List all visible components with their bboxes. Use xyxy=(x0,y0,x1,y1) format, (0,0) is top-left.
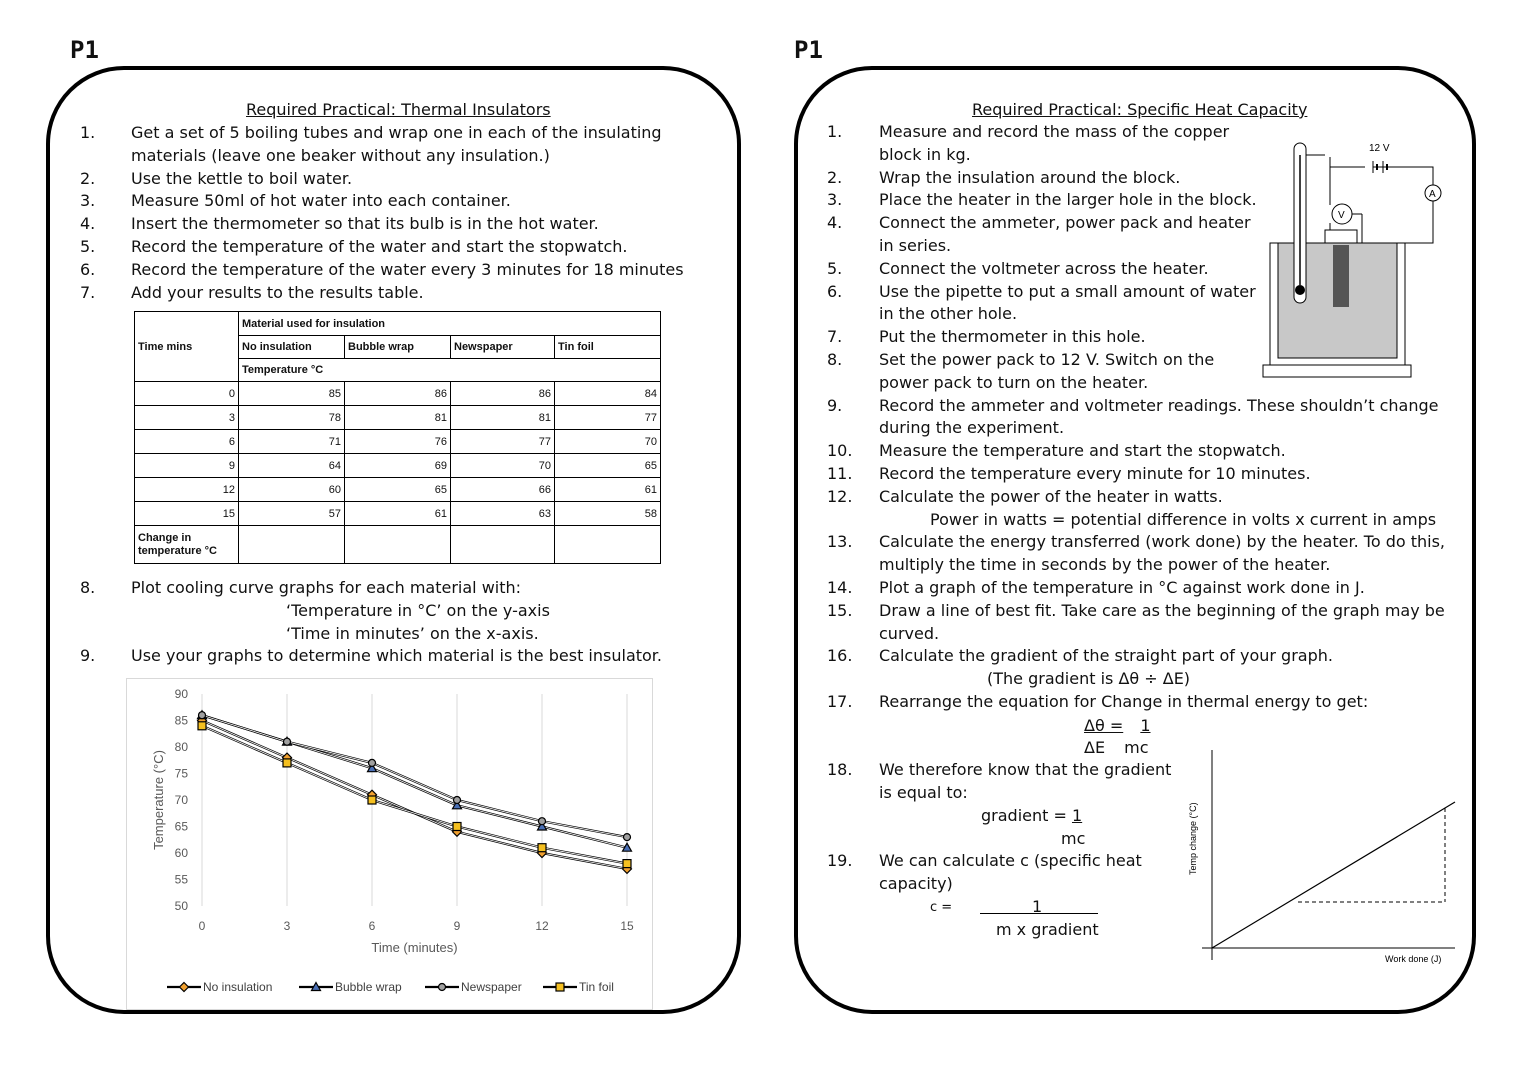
time-cell: 6 xyxy=(135,430,239,454)
step-number: 5. xyxy=(80,237,96,256)
data-point xyxy=(284,738,291,745)
thermometer-bulb xyxy=(1295,285,1305,295)
series-line xyxy=(202,715,627,837)
table-row xyxy=(135,430,661,454)
col-header: Tin foil xyxy=(555,336,661,359)
legend-marker xyxy=(180,983,189,992)
step-text: We therefore know that the gradient xyxy=(879,760,1172,779)
step-text: Connect the voltmeter across the heater. xyxy=(879,258,1209,278)
step-text: during the experiment. xyxy=(879,418,1065,438)
temperature-cell: 63 xyxy=(451,502,555,526)
step-number: 1. xyxy=(80,123,96,142)
time-cell: 9 xyxy=(135,454,239,478)
eq1-denominator xyxy=(1084,738,1149,757)
x-tick-label: 12 xyxy=(535,919,549,933)
eq1-de: ΔE xyxy=(1084,738,1106,757)
temperature-cell: 57 xyxy=(239,502,345,526)
eq1-mc: mc xyxy=(1124,738,1149,757)
eq1-numerator xyxy=(1084,716,1151,735)
table-cell-empty xyxy=(451,526,555,564)
step-number: 19. xyxy=(827,851,853,870)
data-point xyxy=(283,759,291,767)
y-tick-label: 75 xyxy=(174,766,188,781)
step-text: Measure and record the mass of the copper xyxy=(879,122,1230,141)
temperature-header: Temperature °C xyxy=(239,359,661,382)
col-header: Bubble wrap xyxy=(345,336,451,359)
step-text: in the other hole. xyxy=(879,304,1018,324)
step-number: 13. xyxy=(827,532,853,552)
step-text: Connect the ammeter, power pack and heater xyxy=(879,213,1251,233)
change-label-line1: Change in xyxy=(138,531,192,544)
page-label-left: P1 xyxy=(70,36,99,64)
table-row xyxy=(135,502,661,526)
series-line-inner xyxy=(202,721,627,869)
step-number: 3. xyxy=(80,191,96,211)
step-text: Wrap the insulation around the block. xyxy=(879,167,1181,187)
eq1-one: 1 xyxy=(1140,716,1151,735)
legend-label: Bubble wrap xyxy=(335,980,402,994)
temperature-cell: 64 xyxy=(239,454,345,478)
eq2-denominator: mc xyxy=(1061,829,1086,848)
temperature-cell: 60 xyxy=(239,478,345,502)
temperature-cell: 65 xyxy=(555,454,661,478)
series-line xyxy=(202,726,627,864)
table-cell-empty xyxy=(239,526,345,564)
step-text: Insert the thermometer so that its bulb is in the hot water. xyxy=(131,214,599,234)
step-number: 2. xyxy=(80,168,96,188)
supply-label: 12 V xyxy=(1369,143,1390,154)
step-text: Add your results to the results table. xyxy=(131,282,424,302)
step-number: 3. xyxy=(827,190,843,210)
y-tick-label: 60 xyxy=(174,846,188,860)
step-text: ‘Temperature in °C’ on the y-axis xyxy=(286,600,550,620)
change-in-temperature-label xyxy=(135,526,239,564)
data-point xyxy=(623,860,631,868)
heater-cap xyxy=(1325,230,1357,244)
temperature-cell: 70 xyxy=(555,430,661,454)
y-tick-label: 80 xyxy=(174,740,188,754)
x-tick-label: 0 xyxy=(198,919,206,933)
x-tick-label: 15 xyxy=(620,919,634,933)
table-body xyxy=(135,382,661,526)
specific-heat-title: Required Practical: Specific Heat Capacity xyxy=(972,100,1308,119)
eq2-line xyxy=(981,806,1082,825)
step-number: 4. xyxy=(80,214,96,234)
step-text: materials (leave one beaker without any insulation.) xyxy=(131,145,550,165)
temperature-cell: 58 xyxy=(555,502,661,526)
step-text: Record the temperature of the water every 3 minutes for 18 minutes xyxy=(131,259,684,279)
temperature-cell: 85 xyxy=(239,382,345,406)
eq3-denominator: m x gradient xyxy=(996,920,1099,939)
series-line xyxy=(202,721,627,869)
x-tick-label: 6 xyxy=(368,919,376,933)
table-row xyxy=(135,478,661,502)
col-header: No insulation xyxy=(239,336,345,359)
step-text: block in kg. xyxy=(879,144,971,164)
time-cell: 3 xyxy=(135,406,239,430)
y-tick-label: 55 xyxy=(174,872,188,887)
step-number: 11. xyxy=(827,464,853,483)
step-text: Place the heater in the larger hole in the block. xyxy=(879,190,1257,210)
step-text: Record the ammeter and voltmeter readings. These shouldn’t change xyxy=(879,395,1439,415)
wire xyxy=(1362,201,1433,243)
step-number: 18. xyxy=(827,760,853,779)
step-number: 8. xyxy=(80,578,96,597)
y-tick-label: 50 xyxy=(174,899,188,913)
time-header: Time mins xyxy=(138,340,193,353)
temperature-cell: 65 xyxy=(345,478,451,502)
series-line-inner xyxy=(202,726,627,864)
material-header: Material used for insulation xyxy=(239,312,661,336)
step-text: curved. xyxy=(879,623,940,643)
step-number: 6. xyxy=(827,281,843,301)
sketch-xlabel: Work done (J) xyxy=(1385,954,1442,964)
temperature-cell: 69 xyxy=(345,454,451,478)
temperature-cell: 78 xyxy=(239,406,345,430)
sketch-line xyxy=(1212,802,1455,948)
step-text: Power in watts = potential difference in volts x current in amps xyxy=(930,509,1437,529)
y-axis-label: Temperature (°C) xyxy=(151,750,166,850)
data-point xyxy=(539,818,546,825)
eq3-fraction-bar xyxy=(980,913,1098,914)
data-point xyxy=(624,834,631,841)
legend-label: Newspaper xyxy=(461,980,522,994)
step-number: 8. xyxy=(827,350,843,369)
step-number: 4. xyxy=(827,213,843,233)
time-cell: 15 xyxy=(135,502,239,526)
data-point xyxy=(538,844,546,852)
temperature-cell: 77 xyxy=(555,406,661,430)
temperature-cell: 61 xyxy=(555,478,661,502)
step-text: Set the power pack to 12 V. Switch on the xyxy=(879,350,1215,369)
temperature-cell: 81 xyxy=(345,406,451,430)
temperature-cell: 66 xyxy=(451,478,555,502)
step-text: in series. xyxy=(879,236,952,255)
data-point xyxy=(369,759,376,766)
cooling-curve-chart xyxy=(126,678,653,1010)
temperature-cell: 86 xyxy=(345,382,451,406)
step-number: 9. xyxy=(827,395,843,415)
data-point xyxy=(453,823,461,831)
x-tick-label: 9 xyxy=(453,919,461,933)
step-text: Get a set of 5 boiling tubes and wrap one in each of the insulating xyxy=(131,123,662,142)
step-text: power pack to turn on the heater. xyxy=(879,372,1149,392)
eq2-lhs: gradient = xyxy=(981,806,1067,825)
step-text: Plot cooling curve graphs for each material with: xyxy=(131,578,522,597)
base-insulation xyxy=(1263,365,1411,377)
step-number: 10. xyxy=(827,441,853,461)
thermal-insulators-title: Required Practical: Thermal Insulators xyxy=(246,100,551,119)
temperature-cell: 84 xyxy=(555,382,661,406)
table-row xyxy=(135,406,661,430)
step-number: 5. xyxy=(827,258,843,278)
step-text: Rearrange the equation for Change in thermal energy to get: xyxy=(879,692,1369,711)
step-text: Plot a graph of the temperature in °C against work done in J. xyxy=(879,578,1365,597)
step-text: Calculate the power of the heater in watts. xyxy=(879,486,1223,506)
col-header: Newspaper xyxy=(451,336,555,359)
apparatus-diagram xyxy=(1255,135,1455,385)
temperature-cell: 76 xyxy=(345,430,451,454)
step-text: capacity) xyxy=(879,873,953,893)
step-number: 7. xyxy=(80,282,96,302)
x-tick-label: 3 xyxy=(283,919,291,933)
y-tick-label: 85 xyxy=(174,713,188,728)
step-number: 15. xyxy=(827,600,853,620)
results-table xyxy=(134,311,661,564)
eq3-lhs: c = xyxy=(930,900,953,915)
step-text: Record the temperature every minute for 10 minutes. xyxy=(879,464,1311,483)
cooling-curve-svg xyxy=(127,679,652,1009)
table-cell-empty xyxy=(555,526,661,564)
page-label-right: P1 xyxy=(794,36,823,64)
step-number: 17. xyxy=(827,692,853,711)
step-text: (The gradient is Δθ ÷ ΔE) xyxy=(987,669,1191,689)
data-point xyxy=(198,722,206,730)
eq3-numerator: 1 xyxy=(1032,897,1043,916)
legend-label: Tin foil xyxy=(579,980,614,994)
temperature-cell: 86 xyxy=(451,382,555,406)
step-text: Calculate the energy transferred (work done) by the heater. To do this, xyxy=(879,532,1445,552)
table-row xyxy=(135,454,661,478)
step-text: multiply the time in seconds by the power of the heater. xyxy=(879,555,1331,575)
step-text: Use your graphs to determine which material is the best insulator. xyxy=(131,646,662,666)
step-text: Put the thermometer in this hole. xyxy=(879,327,1146,347)
step-number: 9. xyxy=(80,646,96,666)
step-number: 6. xyxy=(80,259,96,279)
sketch-graph xyxy=(1180,745,1460,975)
temperature-cell: 71 xyxy=(239,430,345,454)
step-text: Use the pipette to put a small amount of water xyxy=(879,281,1256,301)
step-text: We can calculate c (specific heat xyxy=(879,851,1142,870)
step-text: Measure 50ml of hot water into each container. xyxy=(131,191,511,211)
step-number: 2. xyxy=(827,167,843,187)
table-row xyxy=(135,382,661,406)
step-number: 7. xyxy=(827,327,843,347)
series-line-inner xyxy=(202,715,627,837)
temperature-cell: 77 xyxy=(451,430,555,454)
time-cell: 0 xyxy=(135,382,239,406)
data-point xyxy=(199,712,206,719)
change-label-line2: temperature °C xyxy=(138,544,217,557)
legend-marker xyxy=(439,984,446,991)
y-tick-label: 70 xyxy=(174,793,188,807)
heater-icon xyxy=(1333,245,1349,307)
ammeter-label: A xyxy=(1429,189,1436,200)
sketch-ylabel: Temp change (°C) xyxy=(1188,802,1198,875)
step-number: 1. xyxy=(827,122,843,141)
eq1-dtheta: Δθ = xyxy=(1084,716,1124,735)
data-point xyxy=(368,796,376,804)
y-tick-label: 65 xyxy=(174,819,188,834)
step-text: Measure the temperature and start the stopwatch. xyxy=(879,441,1286,461)
temperature-cell: 70 xyxy=(451,454,555,478)
step-text: Draw a line of best fit. Take care as the beginning of the graph may be xyxy=(879,600,1445,620)
step-text: ‘Time in minutes’ on the x-axis. xyxy=(286,623,539,643)
y-tick-label: 90 xyxy=(174,687,188,701)
table-cell-empty xyxy=(345,526,451,564)
temperature-cell: 61 xyxy=(345,502,451,526)
step-number: 14. xyxy=(827,578,853,597)
step-number: 12. xyxy=(827,486,853,506)
step-text: Use the kettle to boil water. xyxy=(131,168,353,188)
wire xyxy=(1330,167,1433,185)
time-cell: 12 xyxy=(135,478,239,502)
x-axis-label: Time (minutes) xyxy=(371,940,458,955)
step-number: 16. xyxy=(827,646,853,666)
legend-marker xyxy=(556,983,564,991)
step-text: Calculate the gradient of the straight part of your graph. xyxy=(879,646,1333,666)
data-point xyxy=(454,797,461,804)
voltmeter-label: V xyxy=(1338,210,1345,221)
eq2-one: 1 xyxy=(1071,806,1083,825)
step-text: Record the temperature of the water and start the stopwatch. xyxy=(131,237,628,256)
step-text: is equal to: xyxy=(879,782,968,802)
legend-label: No insulation xyxy=(203,980,273,994)
temperature-cell: 81 xyxy=(451,406,555,430)
